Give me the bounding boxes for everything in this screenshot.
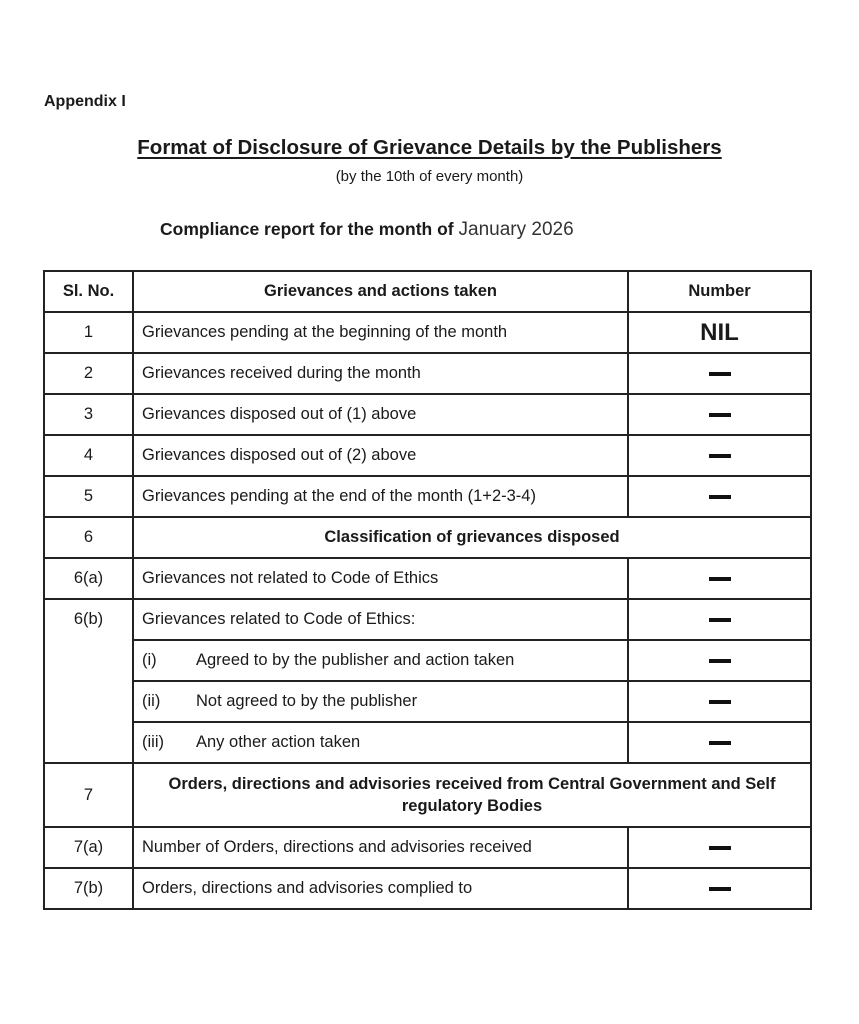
sub-roman: (ii): [142, 692, 161, 710]
row-value-cell: [628, 722, 811, 763]
table-row: [44, 599, 811, 640]
row-value-cell: [628, 558, 811, 599]
sub-roman: (i): [142, 651, 157, 669]
row-value-cell: [628, 599, 811, 640]
table-row: [44, 558, 811, 599]
row-sl: 7(a): [44, 827, 133, 868]
page-title: Format of Disclosure of Grievance Details by the Publishers: [137, 136, 722, 159]
row-value-cell: [628, 394, 811, 435]
dash-mark: [709, 700, 731, 704]
dash-mark: [709, 454, 731, 458]
section-row: [44, 517, 811, 558]
row-value-cell: [628, 476, 811, 517]
row-text: Grievances disposed out of (2) above: [133, 435, 628, 476]
dash-mark: [709, 846, 731, 850]
sub-row-cell: [133, 722, 628, 763]
row-text: Grievances not related to Code of Ethics: [133, 558, 628, 599]
row-sl: 7(b): [44, 868, 133, 909]
table-row: [44, 827, 811, 868]
row-sl: 7: [44, 763, 133, 827]
subtitle: (by the 10th of every month): [335, 168, 524, 185]
row-value-nil: NIL: [700, 318, 739, 346]
row-value-cell: [628, 312, 811, 353]
grievance-table: [43, 270, 812, 910]
table-row: [44, 312, 811, 353]
row-sl: 2: [44, 353, 133, 394]
table-row: [44, 868, 811, 909]
row-value-cell: [628, 353, 811, 394]
appendix-label: Appendix I: [44, 93, 126, 110]
dash-mark: [709, 495, 731, 499]
dash-mark: [709, 659, 731, 663]
row-sl: 6(b): [44, 599, 133, 763]
table-row: [44, 394, 811, 435]
table-row: [44, 476, 811, 517]
sub-row: [44, 722, 811, 763]
sub-text: Any other action taken: [196, 733, 361, 751]
row-sl: 3: [44, 394, 133, 435]
dash-mark: [709, 887, 731, 891]
row-sl: 1: [44, 312, 133, 353]
sub-text: Not agreed to by the publisher: [196, 692, 418, 710]
row-value-cell: [628, 868, 811, 909]
sub-row: [44, 640, 811, 681]
sub-row-cell: [133, 640, 628, 681]
header-sl-no: Sl. No.: [44, 271, 133, 312]
sub-text: Agreed to by the publisher and action taken: [196, 651, 515, 669]
row-value-cell: [628, 435, 811, 476]
row-sl: 5: [44, 476, 133, 517]
table-row: [44, 353, 811, 394]
header-number: Number: [628, 271, 811, 312]
row-text: Orders, directions and advisories complied to: [133, 868, 628, 909]
dash-mark: [709, 618, 731, 622]
dash-mark: [709, 741, 731, 745]
dash-mark: [709, 577, 731, 581]
row-value-cell: [628, 640, 811, 681]
sub-row: [44, 681, 811, 722]
section-heading: Orders, directions and advisories received from Central Government and Self regulatory Bodies: [133, 763, 811, 827]
row-text: Grievances received during the month: [133, 353, 628, 394]
row-value-cell: [628, 827, 811, 868]
sub-row-cell: [133, 681, 628, 722]
compliance-label: Compliance report for the month of: [160, 219, 454, 239]
row-sl: 6: [44, 517, 133, 558]
section-heading: Classification of grievances disposed: [133, 517, 811, 558]
report-month: January 2026: [458, 219, 574, 240]
section-row: [44, 763, 811, 827]
dash-mark: [709, 413, 731, 417]
table-row: [44, 435, 811, 476]
dash-mark: [709, 372, 731, 376]
row-sl: 6(a): [44, 558, 133, 599]
sub-roman: (iii): [142, 733, 164, 751]
row-text: Grievances disposed out of (1) above: [133, 394, 628, 435]
row-sl: 4: [44, 435, 133, 476]
row-text: Grievances related to Code of Ethics:: [133, 599, 628, 640]
compliance-line: [160, 219, 574, 241]
table-header-row: [44, 271, 811, 312]
header-grievances: Grievances and actions taken: [133, 271, 628, 312]
row-text: Grievances pending at the beginning of the month: [133, 312, 628, 353]
row-text: Number of Orders, directions and advisories received: [133, 827, 628, 868]
row-text: Grievances pending at the end of the month (1+2-3-4): [133, 476, 628, 517]
row-value-cell: [628, 681, 811, 722]
